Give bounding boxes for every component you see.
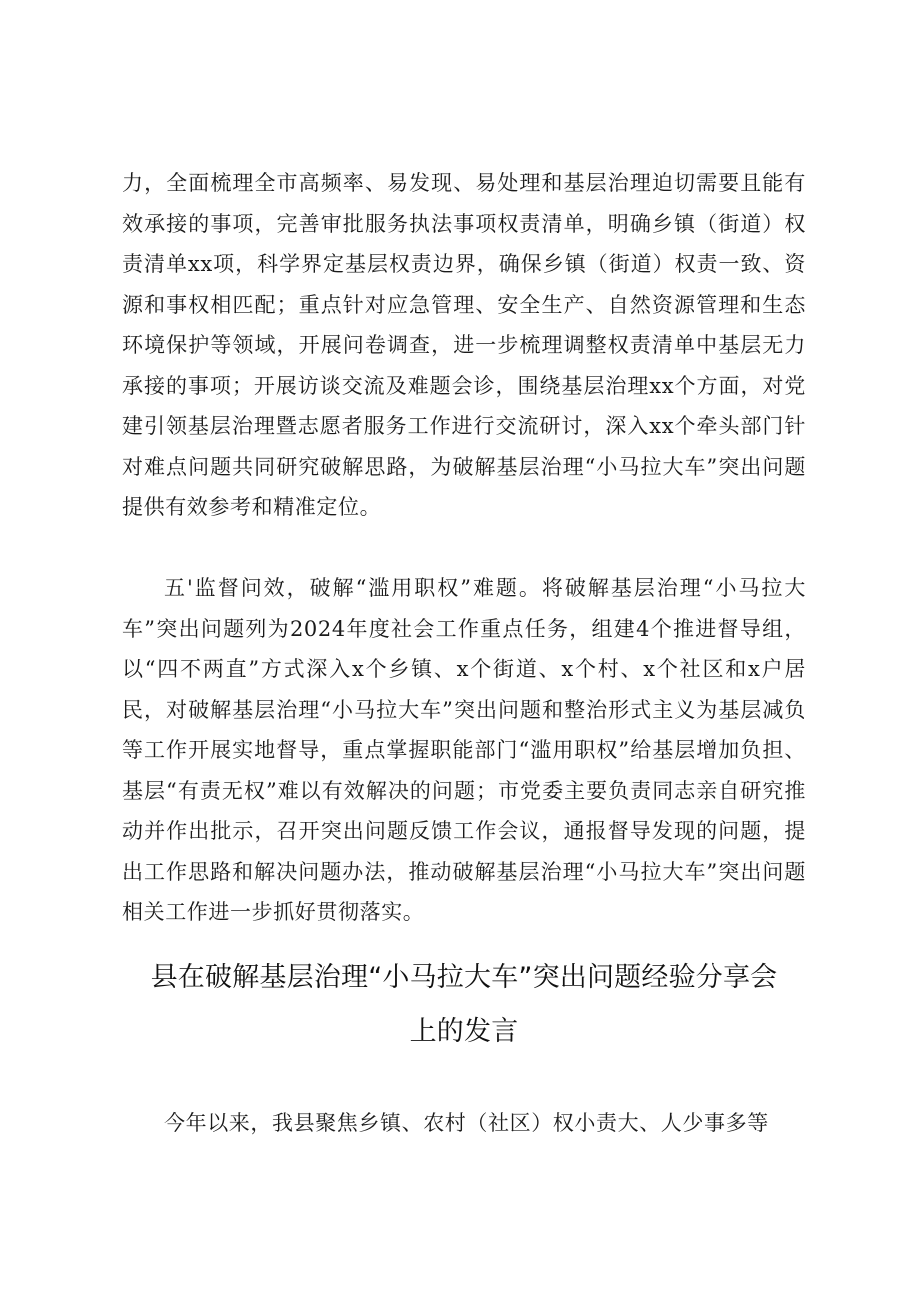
paragraph-continued: 力，全面梳理全市高频率、易发现、易处理和基层治理迫切需要且能有效承接的事项，完善审批服务执法事项权责清单，明确乡镇（街道）权责清单xx项，科学界定基层权责边界，确保乡镇（街道）权责一致、资源和事权相匹配；重点针对应急管理、安全生产、自然资源管理和生态环境保护等领域，开展问卷调查，进一步梳理调整权责清单中基层无力承接的事项；开展访谈交流及难题会诊，围绕基层治理xx个方面，对党建引领基层治理暨志愿者服务工作进行交流研讨，深入xx个牵头部门针对难点问题共同研究破解思路，为破解基层治理“小马拉大车”突出问题提供有效参考和精准定位。 <box>122 171 806 519</box>
speech-title <box>122 951 806 1059</box>
paragraph-supervision: 五'监督问效，破解“滥用职权”难题。将破解基层治理“小马拉大车”突出问题列为2024年度社会工作重点任务，组建4个推进督导组，以“四不两直”方式深入x个乡镇、x个街道、x个村、x个社区和x户居民，对破解基层治理“小马拉大车”突出问题和整治形式主义为基层减负等工作开展实地督导，重点掌握职能部门“滥用职权”给基层增加负担、基层“有责无权”难以有效解决的问题；市党委主要负责同志亲自研究推动并作出批示，召开突出问题反馈工作会议，通报督导发现的问题，提出工作思路和解决问题办法，推动破解基层治理“小马拉大车”突出问题相关工作进一步抓好贯彻落实。 <box>122 576 806 924</box>
speech-title-line2: 上的发言 <box>409 1015 519 1047</box>
paragraph-intro: 今年以来，我县聚焦乡镇、农村（社区）权小责大、人少事多等 <box>164 1110 769 1135</box>
document-body <box>122 163 806 1143</box>
speech-title-line1: 县在破解基层治理“小马拉大车”突出问题经验分享会 <box>150 961 778 993</box>
